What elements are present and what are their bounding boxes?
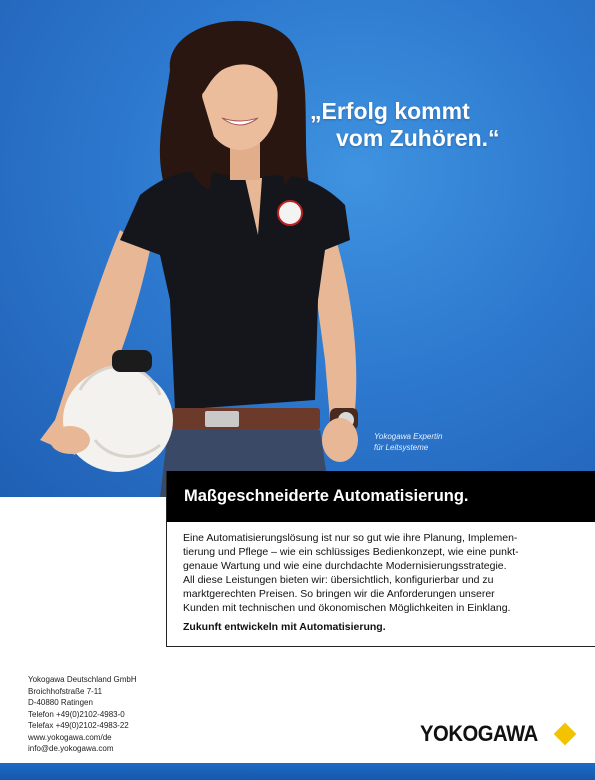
photo-caption <box>374 431 514 453</box>
tagline: Zukunft entwickeln mit Automatisierung. <box>183 621 386 633</box>
body-line: Eine Automatisierungslösung ist nur so gut wie ihre Planung, Implemen- <box>183 532 518 544</box>
headline: Maßgeschneiderte Automatisierung. <box>167 471 595 522</box>
phone-number: Telefon +49(0)2102-4983-0 <box>28 709 125 719</box>
body-line: All diese Leistungen bieten wir: übersichtlich, konfigurierbar und zu <box>183 574 494 586</box>
caption-line-1: Yokogawa Expertin <box>374 432 443 441</box>
contact-block <box>28 674 228 755</box>
body-line: genaue Wartung und wie eine durchdachte Modernisierungsstrategie. <box>183 560 507 572</box>
caption-line-2: für Leitsysteme <box>374 443 429 452</box>
body-line: Kunden mit technischen und ökonomischen Möglichkeiten in Einklang. <box>183 602 511 614</box>
content-box <box>166 471 595 647</box>
quote-line-2: vom Zuhören.“ <box>336 125 500 151</box>
quote-line-1: „Erfolg kommt <box>310 98 470 124</box>
fax-number: Telefax +49(0)2102-4983-22 <box>28 721 129 730</box>
body-line: marktgerechten Preisen. So bringen wir die Anforderungen unserer <box>183 588 495 600</box>
email-link[interactable]: info@de.yokogawa.com <box>28 744 114 753</box>
diamond-logo-icon <box>554 723 577 746</box>
postal-city: D-40880 Ratingen <box>28 698 93 707</box>
yokogawa-logo <box>420 719 573 749</box>
street-address: Broichhofstraße 7-11 <box>28 686 103 696</box>
bottom-band <box>0 763 595 780</box>
website-link[interactable]: www.yokogawa.com/de <box>28 732 112 742</box>
logo-wordmark: YOKOGAWA <box>420 721 538 746</box>
hero-quote <box>310 98 550 152</box>
body-text <box>183 531 583 615</box>
body-line: tierung und Pflege – wie ein schlüssiges Bedienkonzept, wie eine punkt- <box>183 546 519 558</box>
company-name: Yokogawa Deutschland GmbH <box>28 675 137 684</box>
